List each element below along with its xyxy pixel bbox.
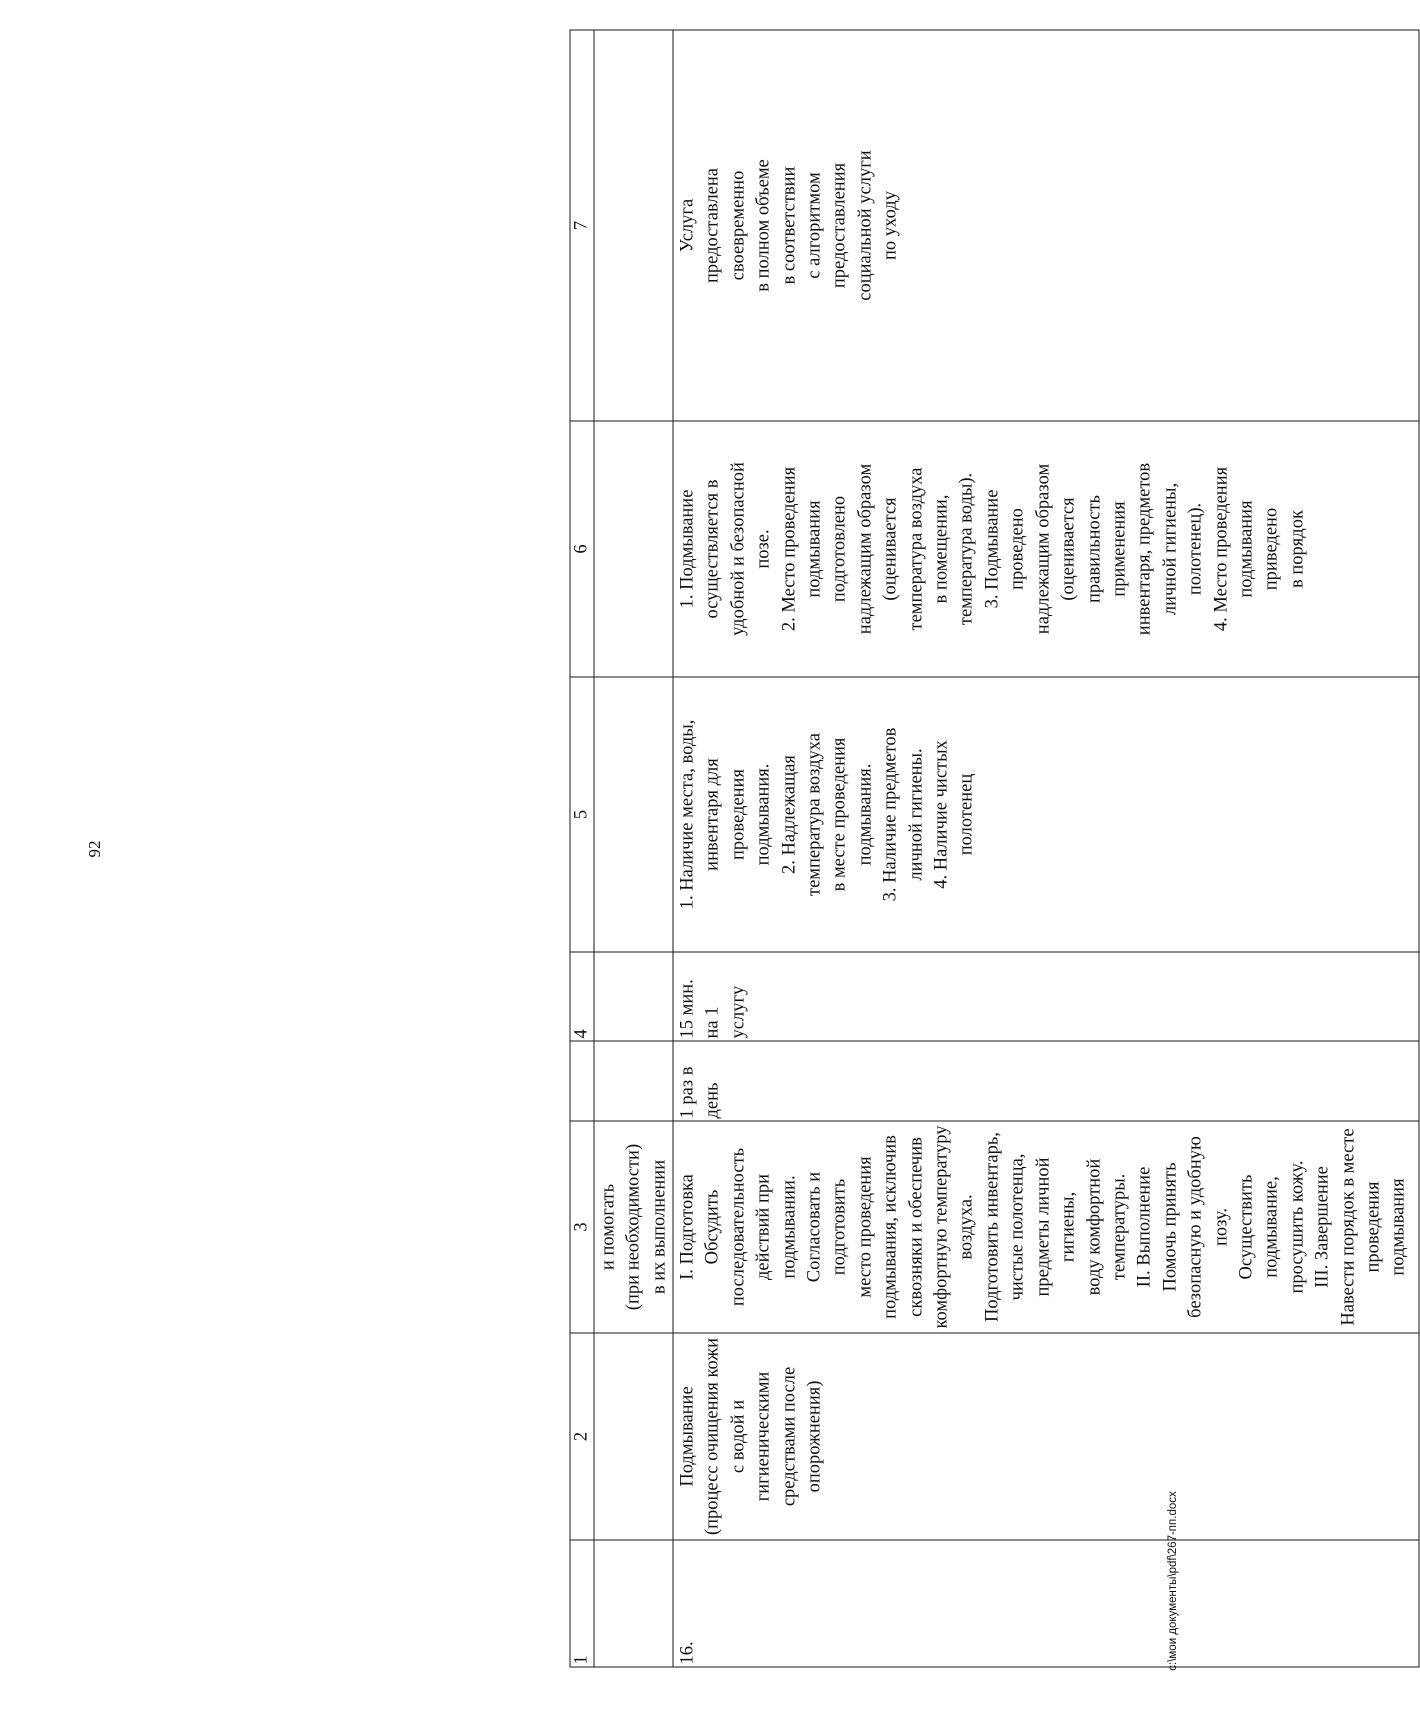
footer-file-path: c:\мои документы\pdf\267-пп.docx (1167, 1491, 1179, 1671)
column-number-4: 4 (570, 952, 594, 1041)
continuation-row (594, 30, 673, 1667)
service-table (570, 30, 1420, 1668)
service-frequency-cell: 1 раз в день (673, 1041, 1419, 1121)
column-number-6: 6 (570, 421, 594, 677)
row-number-cell: 16. (673, 1540, 1419, 1667)
service-assessment-cell: Услуга предоставлена своевременно в полном объеме в соответствии с алгоритмом предоставления социальной услуги по уходу (673, 30, 1419, 421)
continuation-cell-4a (594, 1041, 673, 1121)
column-number-3: 3 (570, 1121, 594, 1333)
continuation-cell-5 (594, 677, 673, 952)
service-conditions-cell: 1. Наличие места, воды, инвентаря для проведения подмывания. 2. Надлежащая температура воздуха в месте проведения подмывания. 3. Наличие предметов личной гигиены. 4. Наличие чистых полотенец (673, 677, 1419, 952)
continuation-cell-7 (594, 30, 673, 421)
column-number-4a (570, 1041, 594, 1121)
continuation-cell-4b (594, 952, 673, 1041)
continuation-cell-6 (594, 421, 673, 677)
column-number-7: 7 (570, 30, 594, 421)
service-table-container (570, 31, 1420, 1668)
column-number-1: 1 (570, 1540, 594, 1667)
page-number: 92 (85, 840, 104, 858)
column-number-5: 5 (570, 677, 594, 952)
column-number-2: 2 (570, 1333, 594, 1540)
service-time-norm-cell: 15 мин. на 1 услугу (673, 952, 1419, 1041)
continuation-cell-3: и помогать (при необходимости) в их выполнении (594, 1121, 673, 1333)
table-row (673, 30, 1419, 1667)
service-name-cell: Подмывание (процесс очищения кожи с водой и гигиеническими средствами после опорожнения) (673, 1333, 1419, 1540)
column-numbers-row (570, 30, 594, 1667)
service-description-cell: I. Подготовка Обсудить последовательность действий при подмывании. Согласовать и подготовить место проведения подмывания, исключив сквозняки и обеспечив комфортную температуру воздуха. Подготовить инвентарь, чистые полотенца, предметы личной гигиены, воду комфортной температуры. II. Выполнение Помочь принять безопасную и удобную позу. Осуществить подмывание, просушить кожу. III. Завершение Навести порядок в месте проведения подмывания (673, 1121, 1419, 1333)
service-quality-cell: 1. Подмывание осуществляется в удобной и безопасной позе. 2. Место проведения подмывания подготовлено надлежащим образом (оценивается температура воздуха в помещении, температура воды). 3. Подмывание проведено надлежащим образом (оценивается правильность применения инвентаря, предметов личной гигиены, полотенец). 4. Место проведения подмывания приведено в порядок (673, 421, 1419, 677)
continuation-cell-2 (594, 1333, 673, 1540)
continuation-cell-1 (594, 1540, 673, 1667)
